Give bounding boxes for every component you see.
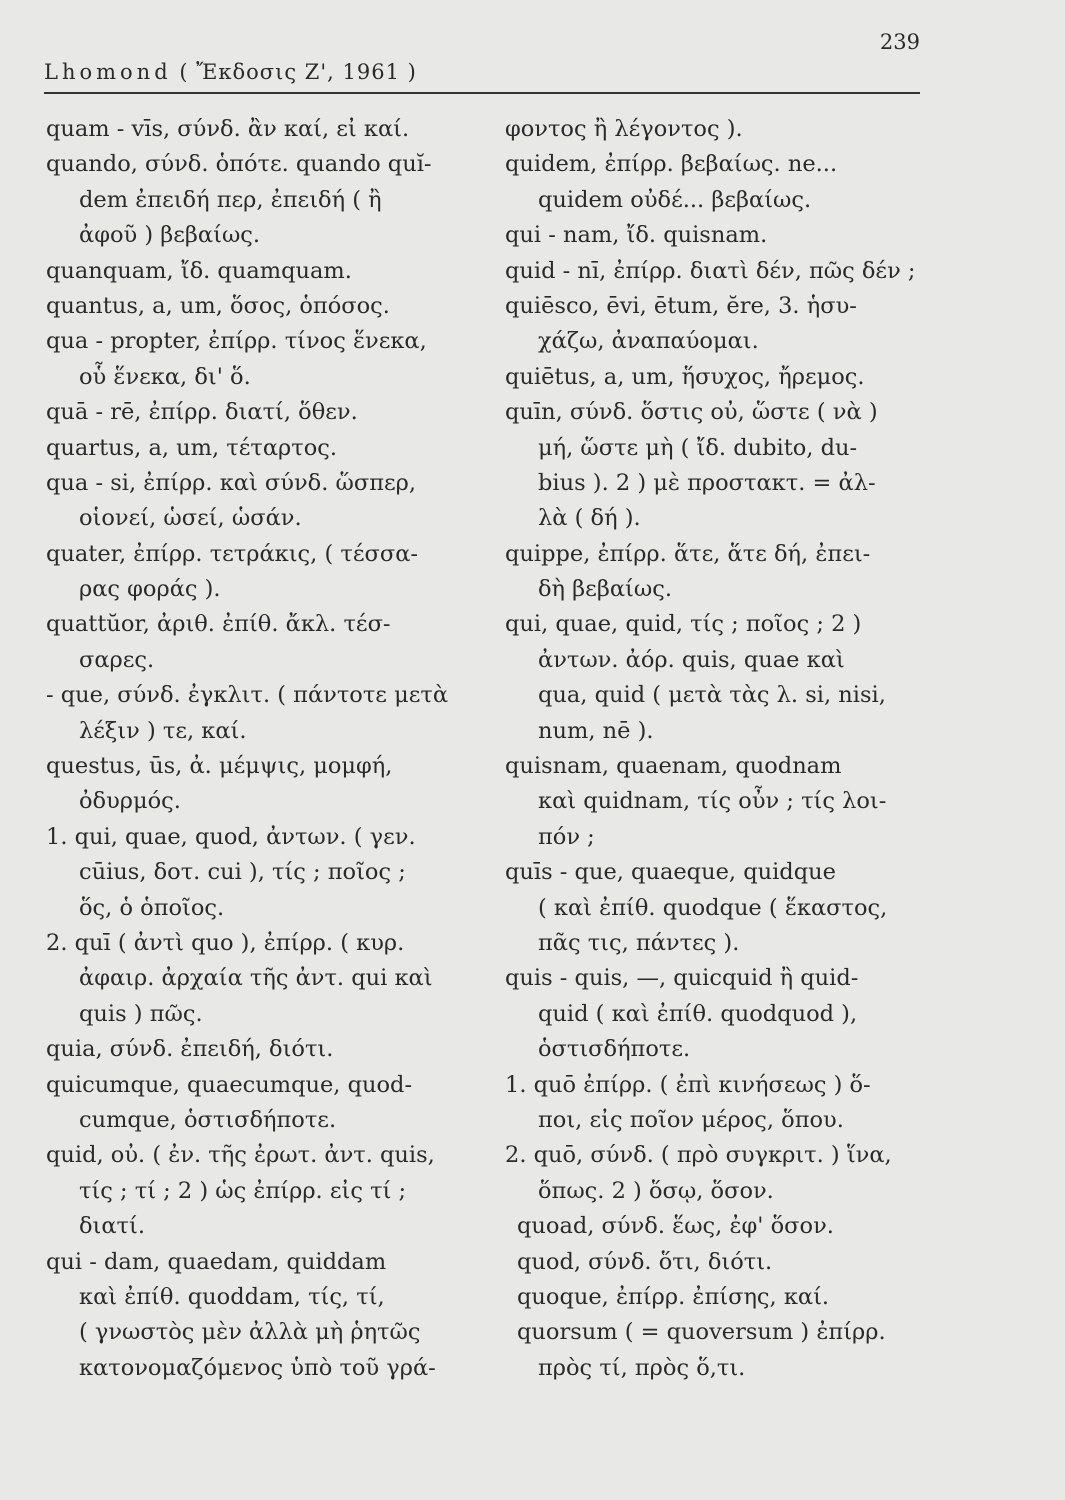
dictionary-line: πόν ; <box>538 823 595 850</box>
dictionary-line: quiētus, a, um, ἥσυχος, ἤρεμος. <box>505 363 865 390</box>
dictionary-line: - que, σύνδ. ἐγκλιτ. ( πάντοτε μετὰ <box>46 682 449 709</box>
dictionary-line: qui, quae, quid, τίς ; ποῖος ; 2 ) <box>505 611 862 638</box>
dictionary-line: quam - vīs, σύνδ. ἂν καί, εἰ καί. <box>46 116 410 142</box>
dictionary-line: qua - propter, ἐπίρρ. τίνος ἕνεκα, <box>46 328 427 355</box>
dictionary-line: ὀδυρμός. <box>79 788 181 815</box>
dictionary-line: ( γνωστὸς μὲν ἀλλὰ μὴ ῥητῶς <box>79 1319 421 1346</box>
dictionary-line: οὗ ἕνεκα, δι' ὅ. <box>79 363 251 390</box>
dictionary-line: quis ) πῶς. <box>79 1000 203 1027</box>
dictionary-line: 2. quō, σύνδ. ( πρὸ συγκριτ. ) ἵνα, <box>505 1142 892 1169</box>
dictionary-line: χάζω, ἀναπαύομαι. <box>538 328 759 355</box>
dictionary-line: quid ( καὶ ἐπίθ. quodquod ), <box>538 1000 858 1027</box>
dictionary-line: ρας φοράς ). <box>79 576 221 603</box>
dictionary-line: quantus, a, um, ὅσος, ὁπόσος. <box>46 292 390 319</box>
dictionary-line: quīn, σύνδ. ὅστις οὐ, ὥστε ( νὰ ) <box>505 399 878 426</box>
dictionary-line: 1. qui, quae, quod, ἀντων. ( γεν. <box>46 823 416 850</box>
dictionary-line: quid, οὐ. ( ἐν. τῆς ἐρωτ. ἀντ. quis, <box>46 1142 435 1169</box>
dictionary-line: qui - nam, ἴδ. quisnam. <box>505 222 768 249</box>
dictionary-line: φοντος ἢ λέγοντος ). <box>505 116 743 142</box>
dictionary-line: quartus, a, um, τέταρτος. <box>46 434 338 461</box>
dictionary-line: λὰ ( δή ). <box>538 505 641 532</box>
dictionary-line: 2. quī ( ἀντὶ quo ), ἐπίρρ. ( κυρ. <box>46 929 405 956</box>
dictionary-line: quid - nī, ἐπίρρ. διατὶ δέν, πῶς δέν ; <box>505 257 916 284</box>
dictionary-line: quicumque, quaecumque, quod- <box>46 1071 413 1098</box>
dictionary-line: cumque, ὁστισδήποτε. <box>79 1106 337 1133</box>
dictionary-line: σαρες. <box>79 646 155 673</box>
dictionary-line: quattŭor, ἀριθ. ἐπίθ. ἄκλ. τέσ- <box>46 611 391 638</box>
header-edition: ( Ἔκδοσις Ζ', 1961 ) <box>179 60 417 84</box>
dictionary-line: quia, σύνδ. ἐπειδή, διότι. <box>46 1036 334 1063</box>
dictionary-line: quando, σύνδ. ὁπότε. quando quĭ- <box>46 151 432 178</box>
dictionary-line: ὅς, ὁ ὁποῖος. <box>79 894 225 921</box>
dictionary-line: ( καὶ ἐπίθ. quodque ( ἕκαστος, <box>538 894 888 921</box>
dictionary-line: bius ). 2 ) μὲ προστακτ. = ἀλ- <box>538 469 876 496</box>
dictionary-line: λέξιν ) τε, καί. <box>79 717 247 744</box>
dictionary-line: ἀντων. ἀόρ. quis, quae καὶ <box>538 646 845 673</box>
right-column <box>505 112 965 1386</box>
dictionary-line: quiēsco, ēvi, ētum, ĕre, 3. ἡσυ- <box>505 292 857 319</box>
dictionary-line: διατί. <box>79 1213 145 1240</box>
dictionary-line: ὅπως. 2 ) ὅσῳ, ὅσον. <box>538 1177 774 1204</box>
dictionary-line: τίς ; τί ; 2 ) ὡς ἐπίρρ. εἰς τί ; <box>79 1177 407 1204</box>
dictionary-line: questus, ūs, ἀ. μέμψις, μομφή, <box>46 753 393 780</box>
dictionary-line: δὴ βεβαίως. <box>538 576 672 603</box>
dictionary-line: 1. quō ἐπίρρ. ( ἐπὶ κινήσεως ) ὅ- <box>505 1071 871 1098</box>
dictionary-line: quod, σύνδ. ὅτι, διότι. <box>517 1248 773 1275</box>
dictionary-line: cūius, δοτ. cui ), τίς ; ποῖος ; <box>79 859 406 886</box>
dictionary-line: quoque, ἐπίρρ. ἐπίσης, καί. <box>517 1283 830 1310</box>
dictionary-line: quippe, ἐπίρρ. ἅτε, ἅτε δή, ἐπει- <box>505 540 871 567</box>
dictionary-line: qua, quid ( μετὰ τὰς λ. si, nisi, <box>538 682 886 709</box>
running-head <box>44 60 417 84</box>
dictionary-line: καὶ quidnam, τίς οὖν ; τίς λοι- <box>538 788 887 815</box>
dictionary-line: quis - quis, —, quicquid ἢ quid- <box>505 965 859 992</box>
dictionary-line: quidem, ἐπίρρ. βεβαίως. ne... <box>505 151 838 178</box>
dictionary-line: καὶ ἐπίθ. quoddam, τίς, τί, <box>79 1283 385 1310</box>
dictionary-line: quanquam, ἴδ. quamquam. <box>46 257 352 284</box>
dictionary-line: quoad, σύνδ. ἕως, ἐφ' ὅσον. <box>517 1213 834 1240</box>
left-column <box>46 112 506 1386</box>
dictionary-line: quā - rē, ἐπίρρ. διατί, ὅθεν. <box>46 399 358 426</box>
dictionary-line: qui - dam, quaedam, quiddam <box>46 1248 387 1275</box>
dictionary-line: quorsum ( = quoversum ) ἐπίρρ. <box>517 1319 886 1346</box>
dictionary-line: num, nē ). <box>538 717 654 744</box>
page-header <box>44 30 920 92</box>
dictionary-line: qua - si, ἐπίρρ. καὶ σύνδ. ὥσπερ, <box>46 469 417 496</box>
dictionary-line: quidem οὐδέ... βεβαίως. <box>538 186 812 213</box>
dictionary-line: κατονομαζόμενος ὑπὸ τοῦ γρά- <box>79 1354 436 1381</box>
header-author: Lhomond <box>44 60 172 84</box>
dictionary-line: quater, ἐπίρρ. τετράκις, ( τέσσα- <box>46 540 419 567</box>
dictionary-line: πᾶς τις, πάντες ). <box>538 929 740 956</box>
dictionary-line: quisnam, quaenam, quodnam <box>505 753 842 780</box>
dictionary-line: ὁστισδήποτε. <box>538 1036 691 1063</box>
dictionary-line: μή, ὥστε μὴ ( ἴδ. dubito, du- <box>538 434 858 461</box>
dictionary-line: dem ἐπειδή περ, ἐπειδή ( ἢ <box>79 186 382 213</box>
header-rule <box>44 92 920 94</box>
dictionary-line: ποι, εἰς ποῖον μέρος, ὅπου. <box>538 1106 844 1133</box>
dictionary-line: quīs - que, quaeque, quidque <box>505 859 836 886</box>
dictionary-line: πρὸς τί, πρὸς ὅ,τι. <box>538 1354 746 1381</box>
dictionary-line: οἱονεί, ὡσεί, ὡσάν. <box>79 505 302 532</box>
dictionary-line: ἀφοῦ ) βεβαίως. <box>79 222 261 249</box>
page-number: 239 <box>879 30 920 54</box>
dictionary-line: ἀφαιρ. ἀρχαία τῆς ἀντ. qui καὶ <box>79 965 433 992</box>
